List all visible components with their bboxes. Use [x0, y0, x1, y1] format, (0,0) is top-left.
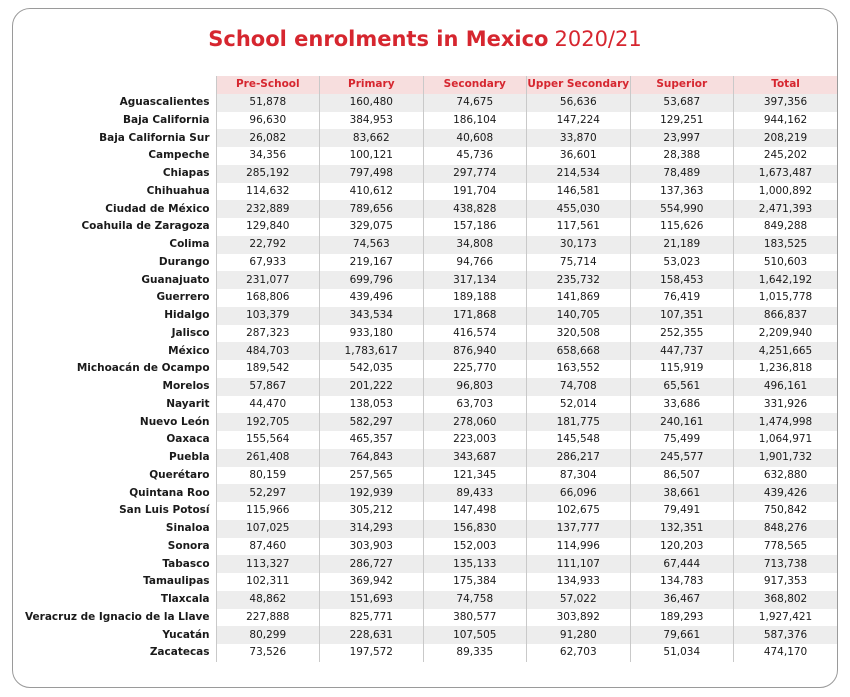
table-cell: 866,837: [734, 307, 838, 325]
table-row: [25, 218, 837, 236]
table-cell: 175,384: [423, 573, 527, 591]
state-name: Michoacán de Ocampo: [76, 362, 210, 375]
state-name: Campeche: [148, 149, 210, 162]
table-cell: 227,888: [216, 609, 320, 627]
page-title: [0, 27, 850, 51]
table-cell: 75,499: [630, 431, 734, 449]
table-cell: 192,939: [320, 484, 424, 502]
table-cell: 107,505: [423, 626, 527, 644]
table-cell: 554,990: [630, 200, 734, 218]
table-cell: 91,280: [527, 626, 631, 644]
state-name: Nayarit: [166, 397, 210, 410]
table-cell: 257,565: [320, 467, 424, 485]
table-cell: 79,491: [630, 502, 734, 520]
table-cell: 287,323: [216, 325, 320, 343]
table-cell: 4,251,665: [734, 342, 838, 360]
table-cell: 147,224: [527, 112, 631, 130]
table-cell: 1,474,998: [734, 413, 838, 431]
table-cell: 789,656: [320, 200, 424, 218]
table-cell: 26,082: [216, 129, 320, 147]
table-cell: 67,444: [630, 555, 734, 573]
table-cell: 228,631: [320, 626, 424, 644]
state-name: Tlaxcala: [160, 593, 210, 606]
table-cell: 285,192: [216, 165, 320, 183]
table-cell: 778,565: [734, 538, 838, 556]
table-cell: 129,251: [630, 112, 734, 130]
table-cell: 192,705: [216, 413, 320, 431]
table-cell: 278,060: [423, 413, 527, 431]
table-cell: 1,236,818: [734, 360, 838, 378]
table-cell: 542,035: [320, 360, 424, 378]
state-name: Querétaro: [149, 468, 210, 481]
table-cell: 117,561: [527, 218, 631, 236]
column-header: Secondary: [423, 76, 527, 94]
table-cell: 1,901,732: [734, 449, 838, 467]
table-cell: 496,161: [734, 378, 838, 396]
table-row: [25, 591, 837, 609]
column-header: Primary: [320, 76, 424, 94]
table-cell: 67,933: [216, 254, 320, 272]
table-cell: 89,433: [423, 484, 527, 502]
table-row: [25, 165, 837, 183]
table-cell: 191,704: [423, 183, 527, 201]
table-cell: 66,096: [527, 484, 631, 502]
table-cell: 848,276: [734, 520, 838, 538]
table-cell: 40,608: [423, 129, 527, 147]
table-cell: 320,508: [527, 325, 631, 343]
table-row: [25, 183, 837, 201]
table-body: [25, 94, 837, 662]
table-cell: 223,003: [423, 431, 527, 449]
table-cell: 764,843: [320, 449, 424, 467]
state-name: Zacatecas: [149, 646, 210, 659]
table-cell: 2,209,940: [734, 325, 838, 343]
table-cell: 52,014: [527, 396, 631, 414]
table-row: [25, 236, 837, 254]
table-cell: 416,574: [423, 325, 527, 343]
table-row: [25, 555, 837, 573]
table-cell: 240,161: [630, 413, 734, 431]
table-cell: 34,356: [216, 147, 320, 165]
table-cell: 455,030: [527, 200, 631, 218]
table-row: [25, 484, 837, 502]
title-main: School enrolments in Mexico: [208, 27, 549, 51]
table-cell: 944,162: [734, 112, 838, 130]
table-cell: 79,661: [630, 626, 734, 644]
table-cell: 121,345: [423, 467, 527, 485]
table-cell: 62,703: [527, 644, 631, 662]
table-cell: 317,134: [423, 271, 527, 289]
table-cell: 102,311: [216, 573, 320, 591]
title-year: 2020/21: [554, 27, 642, 51]
table-cell: 74,675: [423, 94, 527, 112]
state-name: Hidalgo: [164, 309, 210, 322]
table-row: [25, 129, 837, 147]
state-name: Tamaulipas: [143, 575, 210, 588]
state-name: Quintana Roo: [129, 486, 210, 499]
table-cell: 107,351: [630, 307, 734, 325]
table-cell: 152,003: [423, 538, 527, 556]
table-cell: 286,727: [320, 555, 424, 573]
table-cell: 89,335: [423, 644, 527, 662]
state-name: Ciudad de México: [105, 202, 210, 215]
table-cell: 113,327: [216, 555, 320, 573]
table-cell: 94,766: [423, 254, 527, 272]
table-row: [25, 325, 837, 343]
table-cell: 329,075: [320, 218, 424, 236]
table-cell: 100,121: [320, 147, 424, 165]
table-cell: 48,862: [216, 591, 320, 609]
table-cell: 137,777: [527, 520, 631, 538]
table-cell: 34,808: [423, 236, 527, 254]
state-name: Guanajuato: [141, 273, 210, 286]
table-cell: 87,460: [216, 538, 320, 556]
table-cell: 297,774: [423, 165, 527, 183]
table-cell: 115,966: [216, 502, 320, 520]
state-name: Sonora: [167, 539, 210, 552]
table-cell: 750,842: [734, 502, 838, 520]
table-cell: 343,534: [320, 307, 424, 325]
table-cell: 713,738: [734, 555, 838, 573]
table-row: [25, 342, 837, 360]
table-cell: 219,167: [320, 254, 424, 272]
table-cell: 22,792: [216, 236, 320, 254]
table-cell: 140,705: [527, 307, 631, 325]
table-row: [25, 449, 837, 467]
table-cell: 86,507: [630, 467, 734, 485]
table-cell: 876,940: [423, 342, 527, 360]
table-cell: 33,870: [527, 129, 631, 147]
table-cell: 305,212: [320, 502, 424, 520]
column-header: Pre-School: [216, 76, 320, 94]
table-cell: 1,927,421: [734, 609, 838, 627]
column-header: Upper Secondary: [527, 76, 631, 94]
table-cell: 74,563: [320, 236, 424, 254]
table-cell: 303,903: [320, 538, 424, 556]
table-cell: 134,783: [630, 573, 734, 591]
table-cell: 286,217: [527, 449, 631, 467]
table-cell: 1,000,892: [734, 183, 838, 201]
table-cell: 369,942: [320, 573, 424, 591]
state-name: Veracruz de Ignacio de la Llave: [25, 610, 210, 623]
table-cell: 438,828: [423, 200, 527, 218]
table-cell: 484,703: [216, 342, 320, 360]
table-cell: 75,714: [527, 254, 631, 272]
table-cell: 1,783,617: [320, 342, 424, 360]
table-cell: 632,880: [734, 467, 838, 485]
table-cell: 699,796: [320, 271, 424, 289]
state-name: Chiapas: [162, 167, 210, 180]
table-cell: 917,353: [734, 573, 838, 591]
table-row: [25, 147, 837, 165]
table-cell: 73,526: [216, 644, 320, 662]
table-cell: 825,771: [320, 609, 424, 627]
table-cell: 96,630: [216, 112, 320, 130]
table-cell: 245,202: [734, 147, 838, 165]
table-row: [25, 431, 837, 449]
table-cell: 23,997: [630, 129, 734, 147]
table-cell: 141,869: [527, 289, 631, 307]
table-cell: 168,806: [216, 289, 320, 307]
state-name: Baja California: [122, 113, 210, 126]
table-cell: 129,840: [216, 218, 320, 236]
table-cell: 51,878: [216, 94, 320, 112]
table-cell: 21,189: [630, 236, 734, 254]
table-cell: 115,626: [630, 218, 734, 236]
table-cell: 44,470: [216, 396, 320, 414]
state-name: México: [168, 344, 210, 357]
table-cell: 582,297: [320, 413, 424, 431]
table-cell: 114,632: [216, 183, 320, 201]
table-cell: 232,889: [216, 200, 320, 218]
state-name: Guerrero: [156, 291, 210, 304]
state-name: Baja California Sur: [99, 131, 210, 144]
table-cell: 343,687: [423, 449, 527, 467]
table-row: [25, 573, 837, 591]
table-cell: 28,388: [630, 147, 734, 165]
table-cell: 63,703: [423, 396, 527, 414]
table-cell: 189,293: [630, 609, 734, 627]
table-row: [25, 112, 837, 130]
table-cell: 189,542: [216, 360, 320, 378]
table-row: [25, 520, 837, 538]
table-cell: 132,351: [630, 520, 734, 538]
table-cell: 38,661: [630, 484, 734, 502]
state-name: Tabasco: [162, 557, 210, 570]
state-name: Yucatán: [162, 628, 210, 641]
table-cell: 65,561: [630, 378, 734, 396]
table-row: [25, 200, 837, 218]
table-cell: 57,022: [527, 591, 631, 609]
table-cell: 107,025: [216, 520, 320, 538]
table-cell: 147,498: [423, 502, 527, 520]
state-name: Aguascalientes: [119, 96, 210, 109]
table-cell: 447,737: [630, 342, 734, 360]
table-cell: 474,170: [734, 644, 838, 662]
table-cell: 410,612: [320, 183, 424, 201]
table-cell: 120,203: [630, 538, 734, 556]
state-name: Morelos: [162, 380, 210, 393]
table-cell: 80,159: [216, 467, 320, 485]
table-cell: 102,675: [527, 502, 631, 520]
table-cell: 181,775: [527, 413, 631, 431]
table-cell: 252,355: [630, 325, 734, 343]
table-cell: 74,758: [423, 591, 527, 609]
table-row: [25, 360, 837, 378]
header-row: [25, 76, 837, 94]
table-row: [25, 538, 837, 556]
table-cell: 36,601: [527, 147, 631, 165]
table-cell: 214,534: [527, 165, 631, 183]
table-cell: 134,933: [527, 573, 631, 591]
table-cell: 160,480: [320, 94, 424, 112]
table-cell: 96,803: [423, 378, 527, 396]
table-row: [25, 467, 837, 485]
table-cell: 52,297: [216, 484, 320, 502]
table-row: [25, 271, 837, 289]
table-row: [25, 413, 837, 431]
table-cell: 380,577: [423, 609, 527, 627]
table-row: [25, 94, 837, 112]
table-cell: 397,356: [734, 94, 838, 112]
table-cell: 137,363: [630, 183, 734, 201]
state-name: Colima: [169, 238, 210, 251]
state-name: Durango: [158, 255, 210, 268]
table-row: [25, 502, 837, 520]
table-cell: 103,379: [216, 307, 320, 325]
table-cell: 849,288: [734, 218, 838, 236]
table-row: [25, 609, 837, 627]
table-cell: 51,034: [630, 644, 734, 662]
table-row: [25, 254, 837, 272]
table-cell: 510,603: [734, 254, 838, 272]
table-cell: 231,077: [216, 271, 320, 289]
table-cell: 45,736: [423, 147, 527, 165]
state-name: Coahuila de Zaragoza: [81, 220, 210, 233]
table-row: [25, 307, 837, 325]
table-cell: 1,064,971: [734, 431, 838, 449]
header-corner: [25, 76, 216, 94]
table-cell: 368,802: [734, 591, 838, 609]
table-cell: 138,053: [320, 396, 424, 414]
table-cell: 183,525: [734, 236, 838, 254]
table-cell: 53,687: [630, 94, 734, 112]
enrolment-table: [25, 76, 837, 662]
table-cell: 146,581: [527, 183, 631, 201]
table-cell: 2,471,393: [734, 200, 838, 218]
table-cell: 53,023: [630, 254, 734, 272]
table-cell: 1,015,778: [734, 289, 838, 307]
table-row: [25, 644, 837, 662]
table-cell: 163,552: [527, 360, 631, 378]
table-cell: 235,732: [527, 271, 631, 289]
table-cell: 384,953: [320, 112, 424, 130]
table-cell: 151,693: [320, 591, 424, 609]
table-cell: 145,548: [527, 431, 631, 449]
table-cell: 331,926: [734, 396, 838, 414]
table-cell: 57,867: [216, 378, 320, 396]
table-cell: 155,564: [216, 431, 320, 449]
table-cell: 33,686: [630, 396, 734, 414]
table-cell: 225,770: [423, 360, 527, 378]
table-cell: 439,426: [734, 484, 838, 502]
table-cell: 76,419: [630, 289, 734, 307]
column-header: Total: [734, 76, 838, 94]
table-cell: 197,572: [320, 644, 424, 662]
state-name: Jalisco: [171, 326, 210, 339]
table-cell: 245,577: [630, 449, 734, 467]
table-cell: 87,304: [527, 467, 631, 485]
table-cell: 658,668: [527, 342, 631, 360]
state-name: Nuevo León: [139, 415, 210, 428]
table-cell: 261,408: [216, 449, 320, 467]
table-cell: 797,498: [320, 165, 424, 183]
table-cell: 465,357: [320, 431, 424, 449]
table-cell: 1,673,487: [734, 165, 838, 183]
table-cell: 135,133: [423, 555, 527, 573]
table-cell: 156,830: [423, 520, 527, 538]
column-header: Superior: [630, 76, 734, 94]
table-cell: 314,293: [320, 520, 424, 538]
table-cell: 36,467: [630, 591, 734, 609]
table-cell: 115,919: [630, 360, 734, 378]
table-cell: 157,186: [423, 218, 527, 236]
table-cell: 80,299: [216, 626, 320, 644]
state-name: Oaxaca: [166, 433, 210, 446]
state-name: Chihuahua: [146, 184, 210, 197]
state-name: Puebla: [169, 451, 210, 464]
table-row: [25, 396, 837, 414]
state-name: San Luis Potosí: [119, 504, 210, 517]
table-row: [25, 289, 837, 307]
table-cell: 189,188: [423, 289, 527, 307]
state-name: Sinaloa: [165, 522, 210, 535]
table-cell: 171,868: [423, 307, 527, 325]
table-cell: 1,642,192: [734, 271, 838, 289]
table-cell: 83,662: [320, 129, 424, 147]
table-cell: 933,180: [320, 325, 424, 343]
table-cell: 439,496: [320, 289, 424, 307]
table-cell: 78,489: [630, 165, 734, 183]
table-cell: 208,219: [734, 129, 838, 147]
table-cell: 186,104: [423, 112, 527, 130]
table-cell: 30,173: [527, 236, 631, 254]
table-row: [25, 378, 837, 396]
table-cell: 158,453: [630, 271, 734, 289]
table-cell: 111,107: [527, 555, 631, 573]
table-row: [25, 626, 837, 644]
table-cell: 587,376: [734, 626, 838, 644]
table-cell: 74,708: [527, 378, 631, 396]
table-cell: 114,996: [527, 538, 631, 556]
table-cell: 303,892: [527, 609, 631, 627]
table-cell: 201,222: [320, 378, 424, 396]
table-cell: 56,636: [527, 94, 631, 112]
